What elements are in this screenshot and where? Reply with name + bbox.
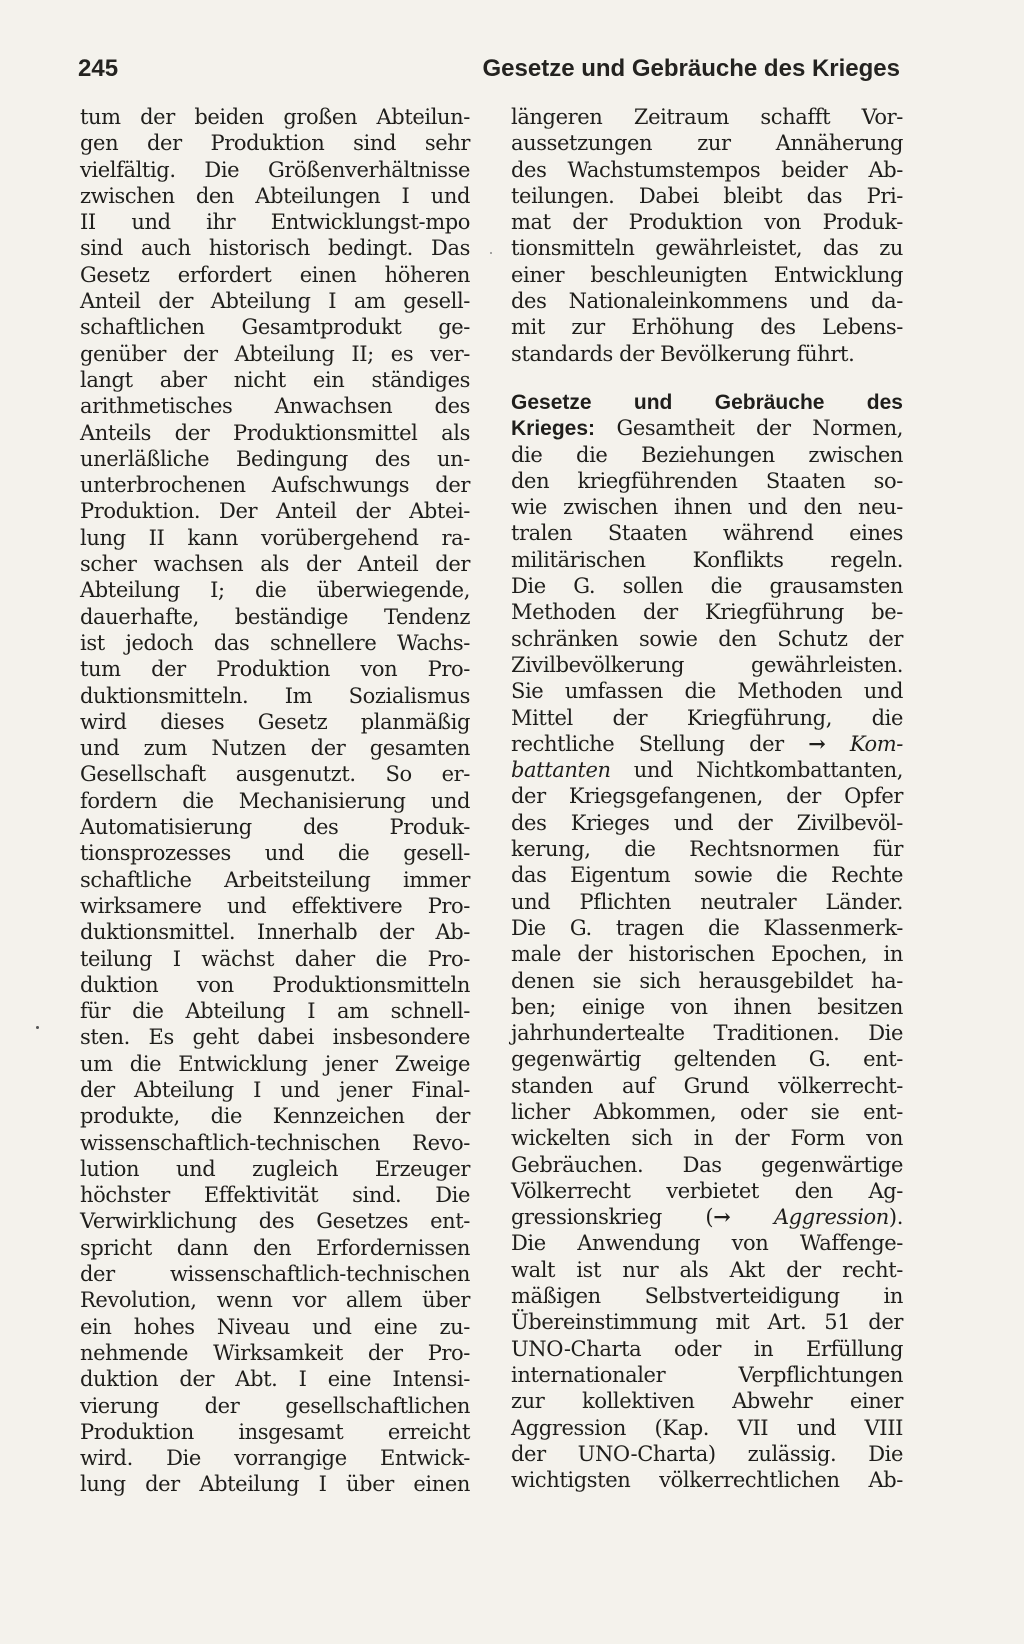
text-line: scher wachsen als der Anteil der (80, 552, 470, 577)
text-line: Abteilung I; die überwiegende, (80, 578, 470, 603)
text-line: arithmetisches Anwachsen des (80, 394, 470, 419)
text-line: Revolution, wenn vor allem über (80, 1288, 470, 1313)
text-line: des Krieges und der Zivilbevöl- (511, 810, 903, 835)
page-header (78, 55, 900, 95)
text-line: teilung I wächst daher die Pro- (80, 946, 470, 971)
text-line: zwischen den Abteilungen I und (80, 183, 470, 208)
text-line: male der historischen Epochen, in (511, 942, 903, 967)
right-column (511, 104, 903, 1493)
print-speck (490, 252, 492, 254)
paragraph-gap (511, 367, 903, 389)
text-line: denen sie sich herausgebildet ha- (511, 968, 903, 993)
text-line: Gebräuchen. Das gegenwärtige (511, 1152, 903, 1177)
entry-text-b (511, 783, 903, 1204)
text-line: dauerhafte, beständige Tendenz (80, 604, 470, 629)
text-line: internationaler Verpflichtungen (511, 1362, 903, 1387)
text-line: vielfältig. Die Größenverhältnisse (80, 157, 470, 182)
entry-text-c (511, 1230, 903, 1493)
text-line: jahrhundertealte Traditionen. Die (511, 1021, 903, 1046)
entry-text-a (511, 442, 903, 731)
text-line: standards der Bevölkerung führt. (511, 341, 855, 366)
text-line: das Eigentum sowie die Rechte (511, 863, 903, 888)
text-line: duktion von Produktionsmitteln (80, 972, 470, 997)
text-line: licher Abkommen, oder sie ent- (511, 1099, 903, 1124)
text-line: Anteil der Abteilung I am gesell- (80, 289, 470, 314)
text-line: mat der Produktion von Produk- (511, 210, 903, 235)
text-line: der Kriegsgefangenen, der Opfer (511, 784, 903, 809)
text-line: der Abteilung I und jener Final- (80, 1077, 470, 1102)
text-line: II und ihr Entwicklungst‐mpo (80, 210, 470, 235)
text-line: genüber der Abteilung II; es ver- (80, 341, 470, 366)
text-line: wie zwischen ihnen und den neu- (511, 495, 903, 520)
text-line: Anteils der Produktionsmittel als (80, 420, 470, 445)
left-column (80, 104, 470, 1498)
ref-line-text: rechtliche Stellung der (511, 731, 809, 756)
entry-ref-line-3 (511, 1204, 903, 1230)
text-line: Völkerrecht verbietet den Ag- (511, 1178, 903, 1203)
text-line: Sie umfassen die Methoden und (511, 679, 903, 704)
text-line: wird. Die vorrangige Entwick- (80, 1446, 470, 1471)
entry-definition-start: Gesamtheit der Normen, (595, 416, 903, 441)
text-line: Mittel der Kriegführung, die (511, 705, 903, 730)
text-line: lung II kann vorübergehend ra- (80, 525, 470, 550)
text-line: lung der Abteilung I über einen (80, 1472, 470, 1497)
text-line: Verwirklichung des Gesetzes ent- (80, 1209, 470, 1234)
text-line: des Wachstumstempos beider Ab- (511, 157, 903, 182)
text-line: mit zur Erhöhung des Lebens- (511, 315, 903, 340)
text-line: Methoden der Kriegführung be- (511, 600, 903, 625)
text-line: Die G. sollen die grausamsten (511, 574, 903, 599)
dictionary-entry (511, 389, 903, 1493)
text-line: der wissenschaftlich-technischen (80, 1262, 470, 1287)
text-line: wirksamere und effektivere Pro- (80, 893, 470, 918)
cross-ref-aggression: Aggression (773, 1205, 889, 1230)
text-line: wickelten sich in der Form von (511, 1126, 903, 1151)
text-line: sten. Es geht dabei insbesondere (80, 1025, 470, 1050)
text-line: langt aber nicht ein ständiges (80, 367, 470, 392)
text-line: wichtigsten völkerrechtlichen Ab- (511, 1468, 903, 1493)
entry-ref-line-2 (511, 757, 903, 783)
entry-headword-end: Krieges: (511, 417, 596, 441)
text-line: der UNO-Charta) zulässig. Die (511, 1441, 903, 1466)
cross-ref-arrow-icon: → (808, 730, 826, 756)
text-line: gegenwärtig geltenden G. ent- (511, 1047, 903, 1072)
text-line: ist jedoch das schnellere Wachs- (80, 630, 470, 655)
text-line: Übereinstimmung mit Art. 51 der (511, 1310, 903, 1335)
text-line: spricht dann den Erfordernissen (80, 1235, 470, 1260)
text-line: wird dieses Gesetz planmäßig (80, 709, 470, 734)
text-line: und Pflichten neutraler Länder. (511, 889, 903, 914)
print-speck (36, 1026, 39, 1029)
text-line: Gesellschaft ausgenutzt. So er- (80, 762, 470, 787)
text-line: sind auch historisch bedingt. Das (80, 236, 470, 261)
text-line: Produktion insgesamt erreicht (80, 1419, 470, 1444)
text-line: Aggression (Kap. VII und VIII (511, 1415, 903, 1440)
text-line: lution und zugleich Erzeuger (80, 1156, 470, 1181)
text-line: standen auf Grund völkerrecht- (511, 1073, 903, 1098)
text-line: schränken sowie den Schutz der (511, 626, 903, 651)
page-number: 245 (78, 55, 119, 82)
entry-head-line (511, 389, 903, 415)
text-line: walt ist nur als Akt der recht- (511, 1257, 903, 1282)
text-line: Die G. tragen die Klassenmerk- (511, 915, 903, 940)
cross-ref-kombattanten: Kom- (849, 731, 903, 756)
text-line: tralen Staaten während eines (511, 521, 903, 546)
ref-line-text: ). (888, 1205, 903, 1230)
ref-line-text: gressionskrieg ( (511, 1205, 714, 1230)
text-line: UNO-Charta oder in Erfüllung (511, 1336, 903, 1361)
text-line: produkte, die Kennzeichen der (80, 1104, 470, 1129)
continuation-paragraph (511, 104, 903, 367)
text-line: vierung der gesellschaftlichen (80, 1393, 470, 1418)
ref-line-text: und Nichtkombattanten, (610, 758, 903, 783)
text-line: mäßigen Selbstverteidigung in (511, 1284, 903, 1309)
text-line: tionsmitteln gewährleistet, das zu (511, 236, 903, 261)
text-line: die die Beziehungen zwischen (511, 442, 903, 467)
text-line: unerläßliche Bedingung des un- (80, 446, 470, 471)
text-line: des Nationaleinkommens und da- (511, 289, 903, 314)
cross-ref-arrow-icon-2: → (713, 1204, 731, 1230)
text-line: den kriegführenden Staaten so- (511, 468, 903, 493)
text-line: tionsprozesses und die gesell- (80, 841, 470, 866)
text-line: Gesetz erfordert einen höheren (80, 262, 470, 287)
text-line: schaftliche Arbeitsteilung immer (80, 867, 470, 892)
text-line: aussetzungen zur Annäherung (511, 131, 903, 156)
text-line: teilungen. Dabei bleibt das Pri- (511, 183, 903, 208)
text-line: unterbrochenen Aufschwungs der (80, 473, 470, 498)
text-line: Automatisierung des Produk- (80, 815, 470, 840)
running-head: Gesetze und Gebräuche des Krieges (482, 55, 900, 82)
text-line: duktionsmittel. Innerhalb der Ab- (80, 920, 470, 945)
cross-ref-kombattanten-end: battanten (511, 758, 611, 783)
text-line: kerung, die Rechtsnormen für (511, 837, 903, 862)
text-line: und zum Nutzen der gesamten (80, 736, 470, 761)
text-line: höchster Effektivität sind. Die (80, 1183, 470, 1208)
text-line: fordern die Mechanisierung und (80, 788, 470, 813)
text-line: Produktion. Der Anteil der Abtei- (80, 499, 470, 524)
text-line: Die Anwendung von Waffenge- (511, 1231, 903, 1256)
text-line: für die Abteilung I am schnell- (80, 999, 470, 1024)
text-line: wissenschaftlich-technischen Revo- (80, 1130, 470, 1155)
text-line: duktion der Abt. I eine Intensi- (80, 1367, 470, 1392)
text-line: zur kollektiven Abwehr einer (511, 1389, 903, 1414)
entry-headword: Gesetze und Gebräuche des (511, 390, 903, 414)
text-line: tum der beiden großen Abteilun- (80, 105, 470, 129)
text-line: ben; einige von ihnen besitzen (511, 994, 903, 1019)
text-line: um die Entwicklung jener Zweige (80, 1051, 470, 1076)
text-line: längeren Zeitraum schafft Vor- (511, 105, 903, 129)
text-line: militärischen Konflikts regeln. (511, 547, 903, 572)
text-line: ein hohes Niveau und eine zu- (80, 1314, 470, 1339)
text-line: Zivilbevölkerung gewährleisten. (511, 652, 903, 677)
text-line: nehmende Wirksamkeit der Pro- (80, 1340, 470, 1365)
text-line: duktionsmitteln. Im Sozialismus (80, 683, 470, 708)
text-line: tum der Produktion von Pro- (80, 657, 470, 682)
text-line: gen der Produktion sind sehr (80, 131, 470, 156)
text-line: einer beschleunigten Entwicklung (511, 262, 903, 287)
entry-head-line-2 (511, 415, 903, 441)
text-line: schaftlichen Gesamtprodukt ge- (80, 315, 470, 340)
entry-ref-line-1 (511, 731, 903, 757)
